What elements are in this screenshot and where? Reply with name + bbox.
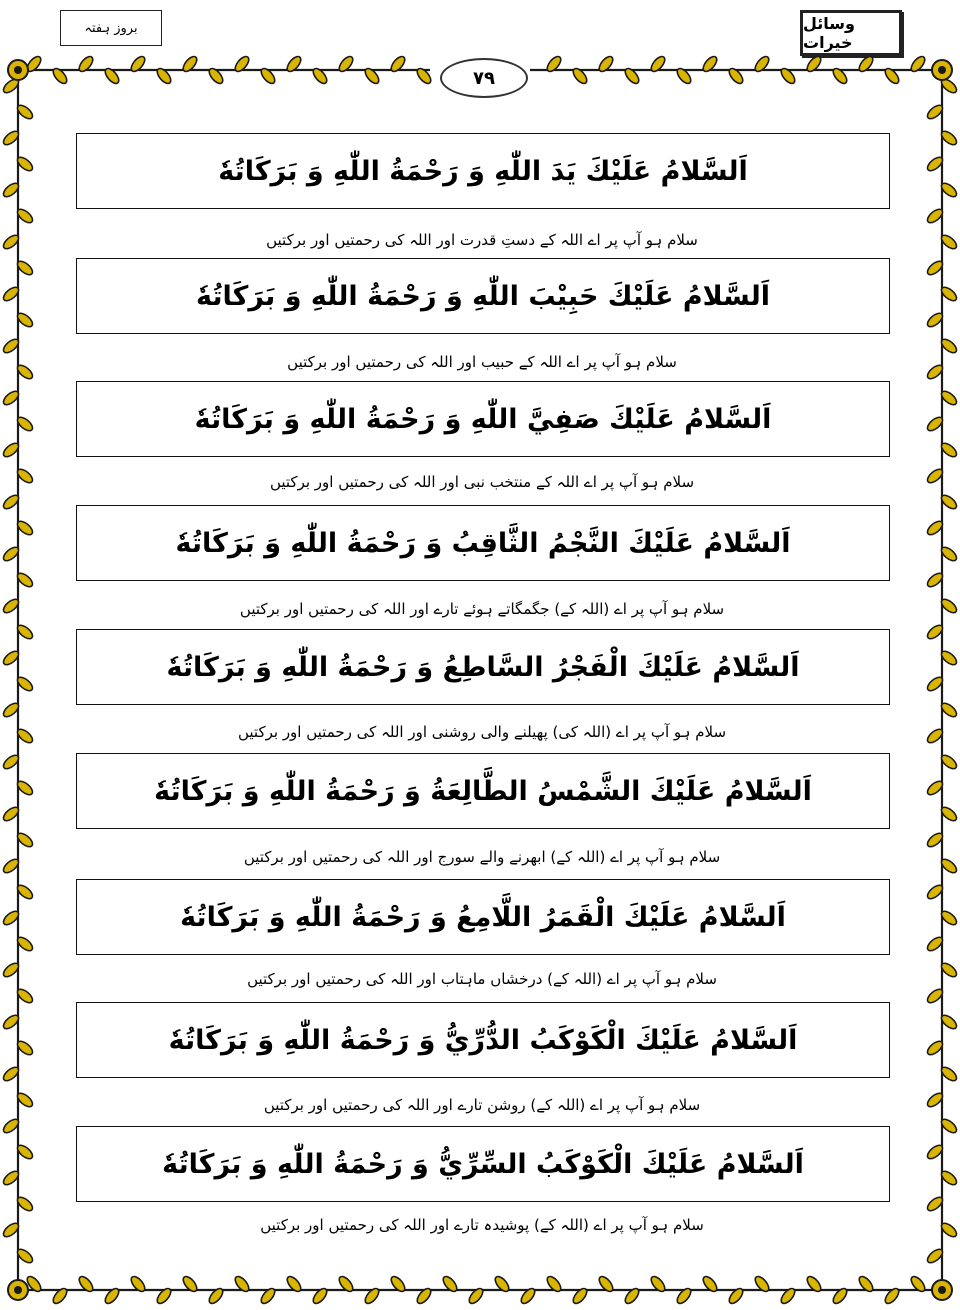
- border-corner-center: [14, 1286, 22, 1294]
- translation-4: سلام ہو آپ پر اے (اللہ کے) جگمگاتے ہوئے تارے اور اللہ کی رحمتیں اور برکتیں: [239, 600, 725, 618]
- salam-box-5: اَلسَّلامُ عَلَيْكَ الْفَجْرُ السَّاطِعُ وَ رَحْمَةُ اللّٰهِ وَ بَرَكَاتُهٗ: [76, 629, 890, 705]
- translation-8: سلام ہو آپ پر اے (اللہ کے) روشن تارے اور اللہ کی رحمتیں اور برکتیں: [263, 1096, 701, 1114]
- border-corner-center: [938, 66, 946, 74]
- translation-3: سلام ہو آپ پر اے اللہ کے منتخب نبی اور اللہ کی رحمتیں اور برکتیں: [269, 473, 695, 491]
- translation-5: سلام ہو آپ پر اے (اللہ کی) پھیلنے والی روشنی اور اللہ کی رحمتیں اور برکتیں: [237, 723, 727, 741]
- salam-box-8: اَلسَّلامُ عَلَيْكَ الْكَوْكَبُ الدُّرِّيُّ وَ رَحْمَةُ اللّٰهِ وَ بَرَكَاتُهٗ: [76, 1002, 890, 1078]
- translation-1: سلام ہو آپ پر اے اللہ کے دستِ قدرت اور اللہ کی رحمتیں اور برکتیں: [266, 231, 698, 249]
- salam-box-9: اَلسَّلامُ عَلَيْكَ الْكَوْكَبُ السِّرِّيُّ وَ رَحْمَةُ اللّٰهِ وَ بَرَكَاتُهٗ: [76, 1126, 890, 1202]
- border-leaf: [415, 66, 433, 86]
- salam-box-4: اَلسَّلامُ عَلَيْكَ النَّجْمُ الثَّاقِبُ وَ رَحْمَةُ اللّٰهِ وَ بَرَكَاتُهٗ: [76, 505, 890, 581]
- salam-box-3: اَلسَّلامُ عَلَيْكَ صَفِيَّ اللّٰهِ وَ رَحْمَةُ اللّٰهِ وَ بَرَكَاتُهٗ: [76, 381, 890, 457]
- translation-6: سلام ہو آپ پر اے (اللہ کے) ابھرنے والے سورج اور اللہ کی رحمتیں اور برکتیں: [243, 848, 721, 866]
- border-corner-center: [938, 1286, 946, 1294]
- translation-9: سلام ہو آپ پر اے (اللہ کے) پوشیدہ تارے اور اللہ کی رحمتیں اور برکتیں: [260, 1216, 704, 1234]
- translation-2: سلام ہو آپ پر اے اللہ کے حبیب اور اللہ کی رحمتیں اور برکتیں: [287, 353, 677, 371]
- translation-7: سلام ہو آپ پر اے (اللہ کے) درخشاں ماہتاب اور اللہ کی رحمتیں اور برکتیں: [247, 970, 717, 988]
- border-corner-center: [14, 66, 22, 74]
- salam-box-7: اَلسَّلامُ عَلَيْكَ الْقَمَرُ اللَّامِعُ وَ رَحْمَةُ اللّٰهِ وَ بَرَكَاتُهٗ: [76, 879, 890, 955]
- page-number: ٧٩: [440, 58, 528, 98]
- salam-box-6: اَلسَّلامُ عَلَيْكَ الشَّمْسُ الطَّالِعَةُ وَ رَحْمَةُ اللّٰهِ وَ بَرَكَاتُهٗ: [76, 753, 890, 829]
- salam-box-2: اَلسَّلامُ عَلَيْكَ حَبِيْبَ اللّٰهِ وَ رَحْمَةُ اللّٰهِ وَ بَرَكَاتُهٗ: [76, 258, 890, 334]
- day-label: بروز ہفتہ: [60, 10, 162, 46]
- book-title: وسائل خیرات: [800, 10, 902, 56]
- salam-box-1: اَلسَّلامُ عَلَيْكَ يَدَ اللّٰهِ وَ رَحْمَةُ اللّٰهِ وَ بَرَكَاتُهٗ: [76, 133, 890, 209]
